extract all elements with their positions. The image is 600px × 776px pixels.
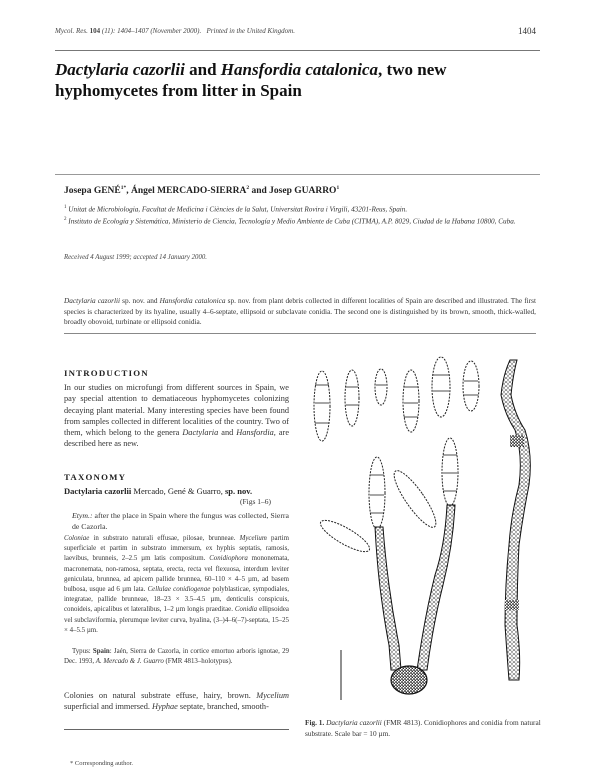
title-divider [55,174,540,175]
running-head [55,27,465,35]
etymology-text: after the place in Spain where the fungus was collected, Sierra de Cazorla. [72,511,289,531]
received-date: Received 4 August 1999; accepted 14 January 2000. [64,254,207,261]
figure-label: Fig. 1. [305,718,325,727]
latin-description [64,534,289,636]
affiliation [64,215,544,226]
figure-caption [305,718,545,739]
page-number: 1404 [518,26,536,36]
journal-name: Mycol. Res. [55,27,88,35]
species-heading [64,486,289,497]
author-separator: and [249,186,270,197]
etymology [72,511,289,533]
article-title [55,59,525,101]
genus-name: Dactylaria [182,428,219,438]
latin-term: Conidiophora [209,555,248,563]
typus-country: Spain [92,648,110,655]
title-species-2: Hansfordia catalonica [220,60,379,79]
intro-text: In our studies on microfungi from different sources in Spain, we pay special attention to dematiaceous hyphomycetes colonizing decaying plant material. Many interesting species have been found from samples collected in different localities of the country. Two of them, which belong to the genera [64,383,289,438]
section-heading-introduction: INTRODUCTION [64,368,149,378]
english-text: superficial and immersed. [64,702,153,712]
abstract [64,296,536,328]
english-term: Hyphae [152,702,178,712]
typus-collectors: A. Mercado & J. Guarro [95,658,164,666]
journal-volume: 104 [89,27,101,35]
species-authority: Mercado, Gené & Guarro, [131,486,225,496]
issue-info: (11): 1404–1407 (November 2000). [101,27,202,35]
latin-text: polyblasticae, sympodiales, integratae, pallide brunneae, 18–23 × 3.5–4.5 µm, denticulis conspicuis, conoideis, apicalibus et lateralibus, 1–2 µm longis praeditae. [64,586,289,614]
species-name: Dactylaria cazorlii [64,486,132,496]
figure-reference: (Figs 1–6) [240,497,272,506]
abstract-text: sp. nov. and [120,296,160,305]
figure-species: Dactylaria cazorlii [326,718,382,727]
title-rest: , two new hyphomycetes from litter in Spain [55,60,447,100]
author-separator: , [126,186,131,197]
abstract-divider [64,333,536,334]
english-description [64,690,289,713]
english-text: Colonies on natural substrate effuse, hairy, brown. [64,691,257,700]
footnote-divider [64,729,289,730]
author-name: Ángel MERCADO-SIERRA [131,186,247,197]
author-sup: 2 [246,185,250,191]
introduction-text [64,382,289,450]
english-text: septate, branched, smooth- [177,702,269,712]
typus-text: : Jaén, Sierra de Cazorla, in cortice emortuo arboris ignotae, 29 Dec. 1993, [64,648,290,666]
english-term: Mycelium [256,691,289,700]
footnote: * Corresponding author. [70,760,134,767]
affiliation-sup: 2 [64,217,67,222]
typus [64,647,289,667]
title-species-1: Dactylaria cazorlii [55,60,185,79]
species-status: sp. nov. [224,486,253,496]
etymology-label: Etym.: [72,511,93,520]
figure-illustration [305,345,555,715]
latin-term: Mycelium [239,535,267,542]
affiliation-text: Instituto de Ecología y Sistemática, Ministerio de Ciencia, Tecnología y Medio Ambiente de Cuba (CITMA), A.P. 8029, Ciudad de la Habana 10800, Cuba. [68,217,516,226]
author-sup: 1* [120,185,127,191]
latin-text: in substrato naturali effusae, pilosae, brunneae. [89,535,240,542]
abstract-species-1: Dactylaria cazorlii [64,296,121,305]
fungus-drawing [305,345,555,715]
intro-text: , are described here as new. [64,428,289,449]
figure-caption-text: (FMR 4813). Conidiophores and conidia from natural substrate. Scale bar = 10 µm. [305,718,541,738]
author-list [64,185,339,196]
typus-label: Typus: [72,648,93,655]
author-name: Josep GUARRO [269,186,337,197]
abstract-species-2: Hansfordia catalonica [159,296,226,305]
affiliation [64,203,544,214]
affiliation-sup: 1 [64,205,67,210]
latin-text: partim superficiale et partim in substrato immersum, ex hyphis septatis, ramosis, laevibus, brunneis, 2–2.5 µm latis compositum. [64,535,289,563]
latin-text: ellipsoidea vel subclaviformia, plerumque leviter curva, hyalina, (3–)4–6(–7)-septata, 15–25 × 4–5.5 µm. [64,606,289,634]
latin-term: Coloniae [64,535,90,542]
abstract-text: sp. nov. from plant debris collected in different localities of Spain are described and illustrated. The first species is characterized by its hyaline, usually 4–6-septate, ellipsoid or subclavate conidia. The second one is distinguished by its brown, smooth, thick-walled, broadly obovoid, turbinate or ellipsoid conidia. [64,296,536,327]
affiliation-text: Unitat de Microbiologia, Facultat de Medicina i Ciències de la Salut, Universitat Rovira i Virgili, 43201-Reus, Spain. [68,205,408,214]
title-conjunction: and [184,60,221,79]
latin-text: mononemata, macronemata, non-ramosa, septata, erecta, recta vel flexuosa, interdum leviter geniculata, brunnea, ad apicem pallide brunnea, 60–110 × 4–5 µm, ad basem bulbosa, usque ad 6 µm lata. [64,555,289,594]
intro-text: and [218,428,237,438]
author-name: Josepa GENÉ [64,186,121,197]
typus-end: (FMR 4813–holotypus). [163,658,233,666]
latin-term: Conidia [234,606,258,614]
section-heading-taxonomy: TAXONOMY [64,472,127,482]
printed-note: Printed in the United Kingdom. [206,27,295,35]
latin-term: Cellulae conidiogenae [147,586,211,594]
author-sup: 1 [336,185,340,191]
header-divider [55,50,540,51]
genus-name: Hansfordia [236,428,274,438]
